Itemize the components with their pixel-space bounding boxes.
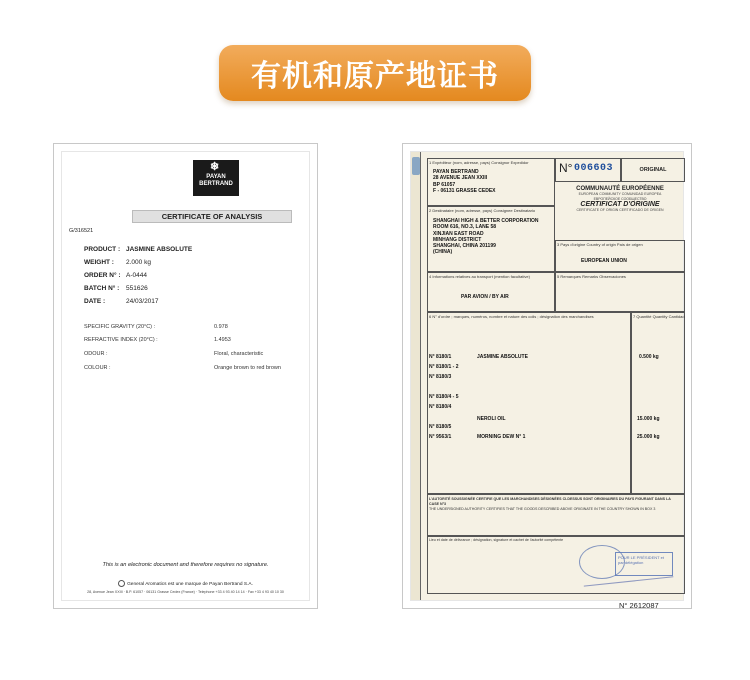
property-specific-gravity: SPECIFIC GRAVITY (20°C) : 0.978 [84, 324, 228, 330]
reference-number: G/316521 [69, 228, 94, 234]
analysis-title: CERTIFICATE OF ANALYSIS [132, 210, 292, 223]
goods-desc: NEROLI OIL [477, 416, 506, 422]
analysis-certificate-frame [53, 143, 318, 609]
goods-mark: N° 8180/5 [429, 424, 452, 430]
origin-certificate-frame [402, 143, 692, 609]
property-colour: COLOUR : Orange brown to red brown [84, 365, 281, 371]
field-product: PRODUCT : JASMINE ABSOLUTE [84, 246, 193, 253]
goods-mark: N° 8180/1 [429, 354, 452, 360]
authority-statement-fr: L'AUTORITÉ SOUSSIGNÉE CERTIFIE QUE LES MARCHANDISES DÉSIGNÉES CI-DESSUS SONT ORIGINAIRES DU PAYS FIGURANT DANS LA CASE N°3 [429, 497, 671, 506]
banner-title: 有机和原产地证书 [251, 59, 499, 94]
president-stamp: POUR LE PRÉSIDENT et par délégation [615, 552, 673, 576]
certificate-number-box: N° 006603 [555, 158, 621, 182]
box-goods [427, 312, 631, 494]
box-quantity [631, 312, 685, 494]
general-aromatics-icon [118, 580, 125, 587]
goods-qty: 25.000 kg [637, 434, 660, 440]
general-aromatics-line: General Aromatics est une marque de Payan Bertrand S.A. [62, 580, 309, 587]
header-banner [219, 45, 531, 101]
authority-statement-en: THE UNDERSIGNED AUTHORITY CERTIFIES THAT THE GOODS DESCRIBED ABOVE ORIGINATE IN THE COUNTRY SHOWN IN BOX 3 [429, 507, 656, 511]
field-weight: WEIGHT : 2.000 kg [84, 259, 151, 266]
company-address: 28, Avenue Jean XXIII · B.P. 61057 · 06131 Grasse Cedex (France) · Telephone +33 4 93 40 14 14 · Fax +33 4 93 40 10 30 [87, 590, 284, 594]
original-label: ORIGINAL [621, 158, 685, 182]
serial-number: N° 2612087 [619, 601, 659, 610]
property-odour: ODOUR : Floral, characteristic [84, 351, 264, 357]
electronic-note: This is an electronic document and therefore requires no signature. [102, 562, 269, 568]
community-header: COMMUNAUTÉ EUROPÉENNE EUROPEAN COMMUNITY COMUNIDAD EUROPEA ЕВРОПЕЙСКОЕ СООБЩЕСТВО CERTIFICAT D'ORIGINE CERTIFICATE OF ORIGIN CERTIFICADO DE ORIGEN [576, 186, 664, 212]
goods-qty: 15.000 kg [637, 416, 660, 422]
goods-mark: N° 8180/4 [429, 404, 452, 410]
goods-mark: N° 8180/4 - 5 [429, 394, 459, 400]
goods-desc: JASMINE ABSOLUTE [477, 354, 528, 360]
goods-mark: N° 8180/3 [429, 374, 452, 380]
goods-qty: 0.500 kg [639, 354, 659, 360]
snowflake-icon: ❄ [210, 161, 220, 173]
goods-desc: MORNING DEW N° 1 [477, 434, 526, 440]
field-date: DATE : 24/03/2017 [84, 298, 159, 305]
certificate-number: 006603 [574, 163, 614, 174]
country-of-origin: EUROPEAN UNION [581, 258, 627, 264]
transport-mode: PAR AVION / BY AIR [461, 294, 509, 300]
field-order: ORDER N° : A-0444 [84, 272, 147, 279]
goods-mark: N° 9563/1 [429, 434, 452, 440]
payan-bertrand-logo: ❄ PAYAN BERTRAND [193, 160, 239, 196]
origin-certificate: 1 Expéditeur (nom, adresse, pays) Consignor Expedidor PAYAN BERTRAND 28 AVENUE JEAN XXIII BP 61057 F - 06131 GRASSE CEDEX N° 006603 ORIGINAL COMMUNAUTÉ EUROPÉENNE EUROPEAN COMMUNITY COMUNIDAD EUROPEA ЕВРОПЕЙСКОЕ СООБЩЕСТВО CERTIFICAT D'ORIGINE CERTIFICATE OF ORIGIN CERTIFICADO DE ORIGEN 2 Destinataire (nom, adresse, pays) Consignee Destinatario SHANGHAI HIGH & BETTER CORPORATION ROOM 616, NO.3, LANE 58 XINJIAN EAST ROAD MINHANG DISTRICT SHANGHAI, CHINA 201199 (CHINA) 3 Pays d'origine Country of origin País de origen EUROPEAN UNION 4 Informations relatives au transport (mention facultative) PAR AVION / BY AIR 5 Remarques Remarks Observaciones 6 N° d'ordre ; marques, numéros, nombre et nature des colis ; désignation des marchandises 7 Quantité Quantity Cantidad N° 8180/1 JASMINE ABSOLUTE 0.500 kg N° 8180/1 - 2 N° 8180/3 N° 8180/4 - 5 N° 8180/4 NEROLI OIL 15.000 kg N° 8180/5 N° 9563/1 MORNING DEW N° 1 25.000 kg L'AUTORITÉ SOUSSIGNÉE CERTIFIE QUE LES MARCHANDISES DÉSIGNÉES CI-DESSUS SONT ORIGINAIRES DU PAYS FIGURANT DANS LA CASE N°3 THE UNDERSIGNED AUTHORITY CERTIFIES THAT THE GOODS DESCRIBED ABOVE ORIGINATE IN THE COUNTRY SHOWN IN BOX 3 Lieu et date de délivrance ; désignation, signature et cachet de l'autorité compétente POUR LE PRÉSIDENT et par délégation N° 2612087 [411, 152, 683, 600]
exporter-name: PAYAN BERTRAND 28 AVENUE JEAN XXIII BP 61057 F - 06131 GRASSE CEDEX [433, 169, 496, 194]
goods-mark: N° 8180/1 - 2 [429, 364, 459, 370]
side-strip [411, 152, 421, 600]
cerfa-icon [412, 157, 420, 175]
field-batch: BATCH N° : 551626 [84, 285, 148, 292]
property-refractive-index: REFRACTIVE INDEX (20°C) : 1.4953 [84, 337, 231, 343]
consignee-name: SHANGHAI HIGH & BETTER CORPORATION ROOM 616, NO.3, LANE 58 XINJIAN EAST ROAD MINHANG DISTRICT SHANGHAI, CHINA 201199 (CHINA) [433, 218, 539, 256]
analysis-certificate [62, 152, 309, 600]
